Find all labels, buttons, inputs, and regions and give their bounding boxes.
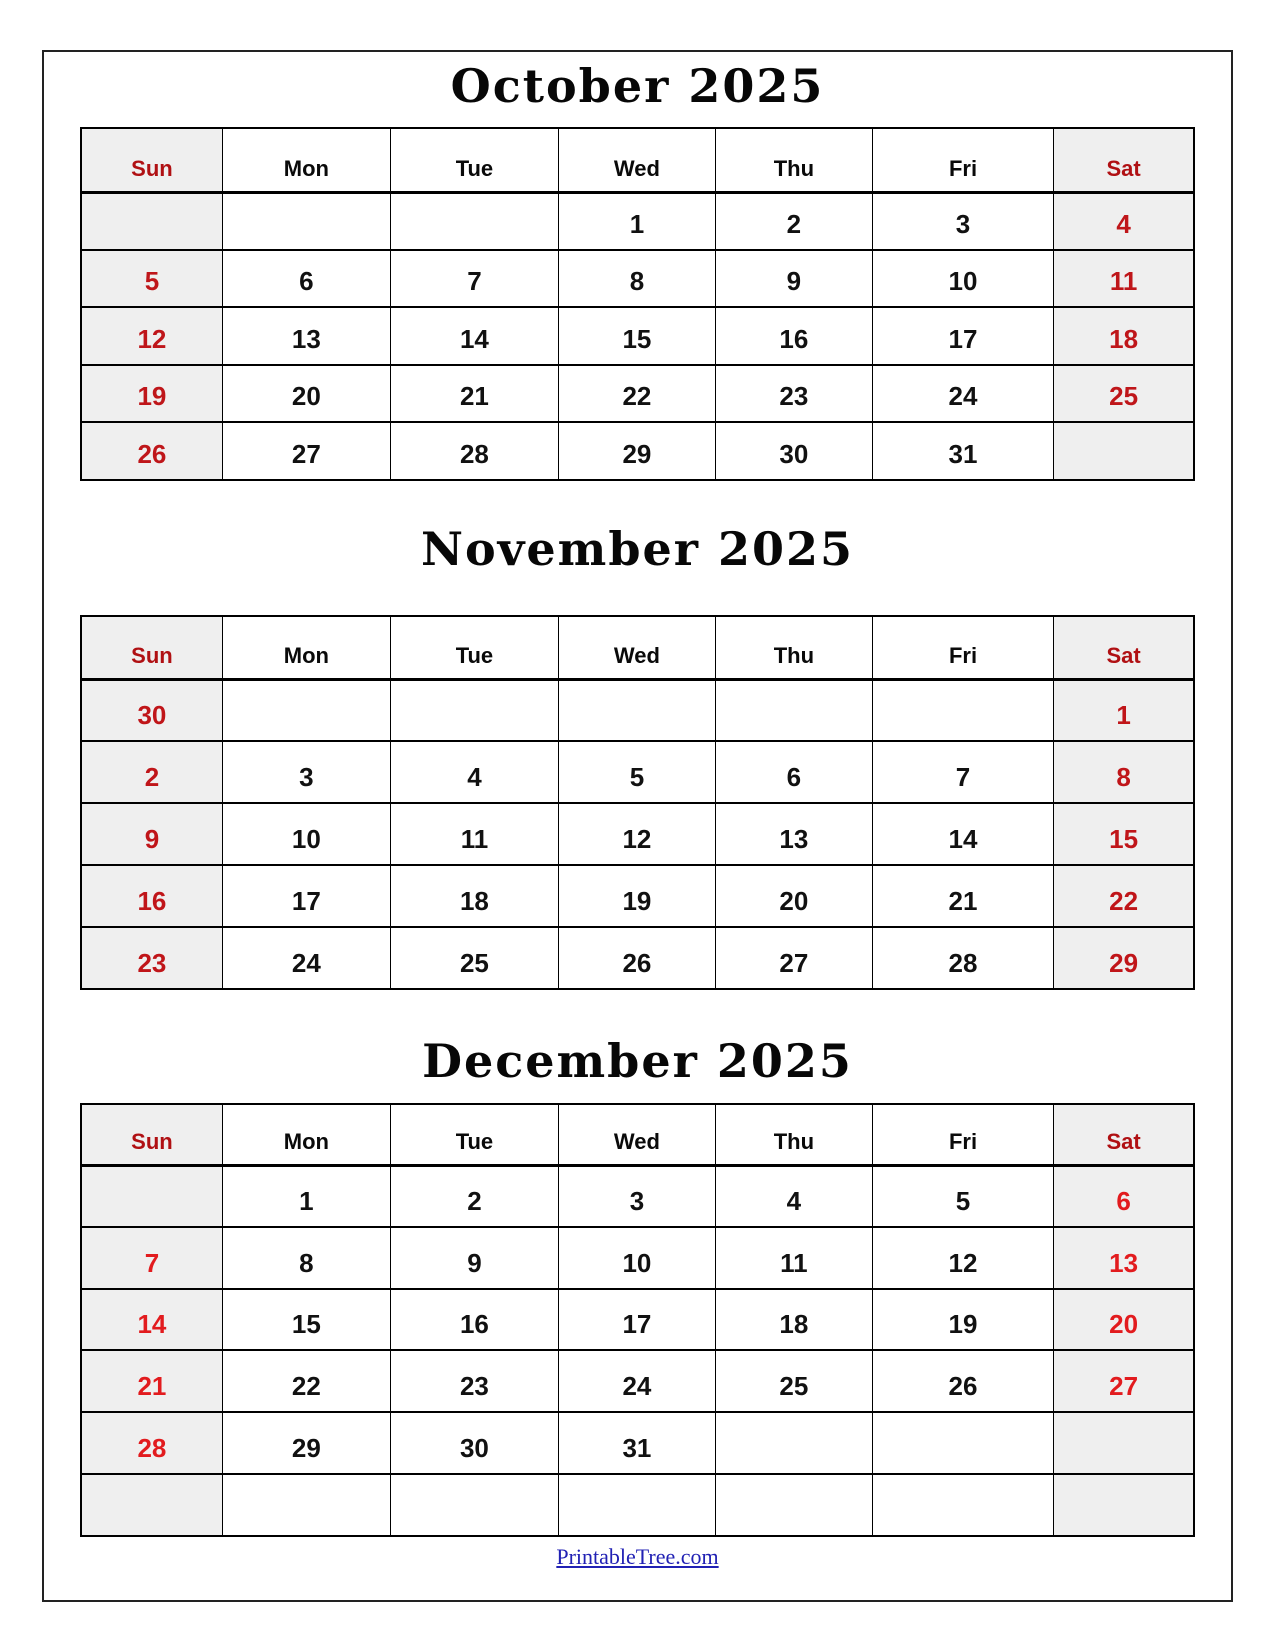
- day-cell: 4: [390, 741, 558, 803]
- day-cell: 3: [222, 741, 390, 803]
- calendar-sheet: [42, 50, 1233, 1602]
- day-cell: 12: [558, 803, 715, 865]
- empty-day-cell: [81, 1165, 222, 1227]
- day-cell: 10: [222, 803, 390, 865]
- day-cell: 26: [558, 927, 715, 989]
- day-cell: 13: [715, 803, 872, 865]
- empty-day-cell: [81, 1474, 222, 1536]
- day-cell: 3: [558, 1165, 715, 1227]
- weekday-header-tue: Tue: [390, 616, 558, 679]
- footer: [44, 1544, 1231, 1570]
- week-row: [81, 865, 1194, 927]
- day-cell: 22: [222, 1350, 390, 1412]
- day-cell: 16: [390, 1289, 558, 1351]
- day-cell: 6: [715, 741, 872, 803]
- weekday-header-thu: Thu: [715, 616, 872, 679]
- day-cell: 10: [872, 250, 1053, 308]
- day-cell: 29: [558, 422, 715, 480]
- day-cell: 3: [872, 192, 1053, 250]
- weekday-header-wed: Wed: [558, 128, 715, 192]
- day-cell: 16: [81, 865, 222, 927]
- empty-day-cell: [390, 192, 558, 250]
- day-cell: 25: [715, 1350, 872, 1412]
- day-cell: 30: [715, 422, 872, 480]
- day-cell: 12: [872, 1227, 1053, 1289]
- day-cell: 31: [558, 1412, 715, 1474]
- day-cell: 21: [872, 865, 1053, 927]
- day-cell: 30: [81, 679, 222, 741]
- week-row: [81, 1165, 1194, 1227]
- day-cell: 25: [390, 927, 558, 989]
- day-cell: 14: [872, 803, 1053, 865]
- day-cell: 18: [390, 865, 558, 927]
- day-cell: 23: [715, 365, 872, 423]
- day-cell: 7: [81, 1227, 222, 1289]
- day-cell: 26: [81, 422, 222, 480]
- day-cell: 24: [222, 927, 390, 989]
- week-row: [81, 1412, 1194, 1474]
- weekday-header-mon: Mon: [222, 1104, 390, 1165]
- day-cell: 29: [1054, 927, 1194, 989]
- day-cell: 16: [715, 307, 872, 365]
- empty-day-cell: [558, 1474, 715, 1536]
- day-cell: 11: [390, 803, 558, 865]
- weekday-header-row: [81, 1104, 1194, 1165]
- day-cell: 7: [390, 250, 558, 308]
- day-cell: 1: [1054, 679, 1194, 741]
- weekday-header-sun: Sun: [81, 616, 222, 679]
- day-cell: 17: [872, 307, 1053, 365]
- day-cell: 4: [1054, 192, 1194, 250]
- day-cell: 8: [558, 250, 715, 308]
- empty-day-cell: [558, 679, 715, 741]
- day-cell: 1: [222, 1165, 390, 1227]
- week-row: [81, 927, 1194, 989]
- day-cell: 11: [1054, 250, 1194, 308]
- empty-day-cell: [715, 679, 872, 741]
- weekday-header-wed: Wed: [558, 616, 715, 679]
- day-cell: 31: [872, 422, 1053, 480]
- weekday-header-tue: Tue: [390, 128, 558, 192]
- day-cell: 13: [222, 307, 390, 365]
- day-cell: 27: [1054, 1350, 1194, 1412]
- day-cell: 2: [81, 741, 222, 803]
- week-row: [81, 679, 1194, 741]
- month-section: [80, 520, 1195, 990]
- day-cell: 27: [715, 927, 872, 989]
- week-row: [81, 307, 1194, 365]
- empty-day-cell: [81, 192, 222, 250]
- day-cell: 15: [222, 1289, 390, 1351]
- day-cell: 13: [1054, 1227, 1194, 1289]
- day-cell: 5: [81, 250, 222, 308]
- day-cell: 7: [872, 741, 1053, 803]
- week-row: [81, 1474, 1194, 1536]
- month-title: October 2025: [450, 59, 825, 113]
- day-cell: 19: [81, 365, 222, 423]
- day-cell: 19: [872, 1289, 1053, 1351]
- day-cell: 14: [81, 1289, 222, 1351]
- day-cell: 30: [390, 1412, 558, 1474]
- day-cell: 10: [558, 1227, 715, 1289]
- week-row: [81, 192, 1194, 250]
- empty-day-cell: [872, 1474, 1053, 1536]
- empty-day-cell: [222, 679, 390, 741]
- day-cell: 20: [715, 865, 872, 927]
- weekday-header-mon: Mon: [222, 128, 390, 192]
- day-cell: 8: [1054, 741, 1194, 803]
- empty-day-cell: [715, 1412, 872, 1474]
- week-row: [81, 1289, 1194, 1351]
- day-cell: 4: [715, 1165, 872, 1227]
- day-cell: 17: [558, 1289, 715, 1351]
- day-cell: 2: [390, 1165, 558, 1227]
- day-cell: 27: [222, 422, 390, 480]
- day-cell: 21: [81, 1350, 222, 1412]
- weekday-header-fri: Fri: [872, 616, 1053, 679]
- day-cell: 11: [715, 1227, 872, 1289]
- day-cell: 28: [390, 422, 558, 480]
- day-cell: 20: [222, 365, 390, 423]
- week-row: [81, 365, 1194, 423]
- empty-day-cell: [872, 1412, 1053, 1474]
- weekday-header-sat: Sat: [1054, 616, 1194, 679]
- day-cell: 24: [558, 1350, 715, 1412]
- empty-day-cell: [390, 679, 558, 741]
- week-row: [81, 422, 1194, 480]
- weekday-header-sun: Sun: [81, 1104, 222, 1165]
- week-row: [81, 803, 1194, 865]
- day-cell: 9: [390, 1227, 558, 1289]
- week-row: [81, 1227, 1194, 1289]
- day-cell: 5: [558, 741, 715, 803]
- day-cell: 28: [81, 1412, 222, 1474]
- day-cell: 22: [1054, 865, 1194, 927]
- empty-day-cell: [222, 1474, 390, 1536]
- weekday-header-row: [81, 128, 1194, 192]
- month-table: [80, 127, 1195, 481]
- day-cell: 19: [558, 865, 715, 927]
- day-cell: 8: [222, 1227, 390, 1289]
- weekday-header-thu: Thu: [715, 1104, 872, 1165]
- day-cell: 29: [222, 1412, 390, 1474]
- month-table: [80, 1103, 1195, 1537]
- weekday-header-sat: Sat: [1054, 1104, 1194, 1165]
- day-cell: 1: [558, 192, 715, 250]
- day-cell: 9: [81, 803, 222, 865]
- day-cell: 20: [1054, 1289, 1194, 1351]
- month-title: November 2025: [420, 522, 855, 576]
- weekday-header-wed: Wed: [558, 1104, 715, 1165]
- day-cell: 5: [872, 1165, 1053, 1227]
- day-cell: 6: [222, 250, 390, 308]
- day-cell: 2: [715, 192, 872, 250]
- month-section: [80, 57, 1195, 481]
- day-cell: 18: [1054, 307, 1194, 365]
- empty-day-cell: [1054, 422, 1194, 480]
- day-cell: 17: [222, 865, 390, 927]
- weekday-header-row: [81, 616, 1194, 679]
- day-cell: 22: [558, 365, 715, 423]
- day-cell: 14: [390, 307, 558, 365]
- day-cell: 28: [872, 927, 1053, 989]
- day-cell: 23: [81, 927, 222, 989]
- week-row: [81, 741, 1194, 803]
- weekday-header-tue: Tue: [390, 1104, 558, 1165]
- day-cell: 23: [390, 1350, 558, 1412]
- day-cell: 25: [1054, 365, 1194, 423]
- day-cell: 6: [1054, 1165, 1194, 1227]
- week-row: [81, 250, 1194, 308]
- empty-day-cell: [390, 1474, 558, 1536]
- day-cell: 15: [1054, 803, 1194, 865]
- week-row: [81, 1350, 1194, 1412]
- day-cell: 18: [715, 1289, 872, 1351]
- empty-day-cell: [1054, 1412, 1194, 1474]
- day-cell: 21: [390, 365, 558, 423]
- empty-day-cell: [1054, 1474, 1194, 1536]
- empty-day-cell: [222, 192, 390, 250]
- month-title: December 2025: [422, 1034, 853, 1088]
- weekday-header-mon: Mon: [222, 616, 390, 679]
- printabletree-link[interactable]: PrintableTree.com: [556, 1544, 719, 1569]
- month-section: [80, 1032, 1195, 1537]
- day-cell: 12: [81, 307, 222, 365]
- empty-day-cell: [715, 1474, 872, 1536]
- weekday-header-thu: Thu: [715, 128, 872, 192]
- empty-day-cell: [872, 679, 1053, 741]
- weekday-header-sat: Sat: [1054, 128, 1194, 192]
- day-cell: 9: [715, 250, 872, 308]
- day-cell: 15: [558, 307, 715, 365]
- weekday-header-fri: Fri: [872, 128, 1053, 192]
- weekday-header-sun: Sun: [81, 128, 222, 192]
- day-cell: 26: [872, 1350, 1053, 1412]
- weekday-header-fri: Fri: [872, 1104, 1053, 1165]
- day-cell: 24: [872, 365, 1053, 423]
- month-table: [80, 615, 1195, 990]
